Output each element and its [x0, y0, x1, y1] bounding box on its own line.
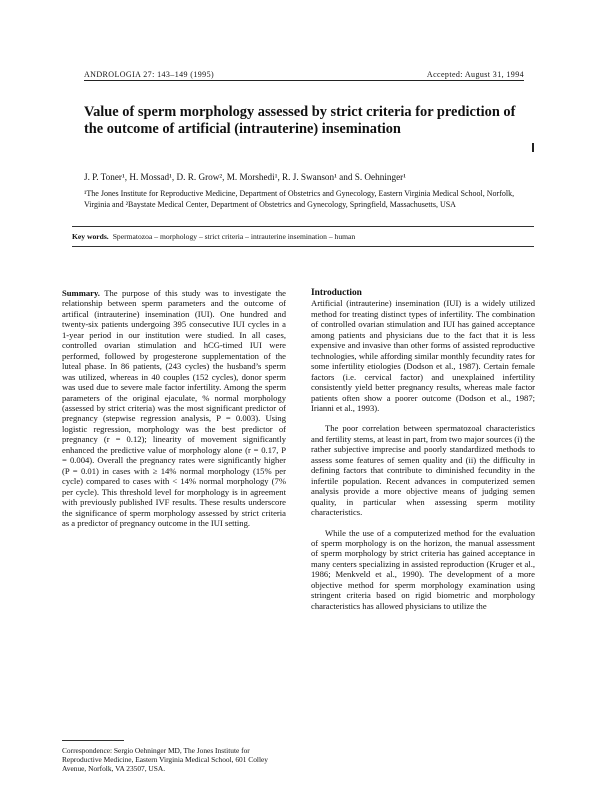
header-rule: [84, 80, 524, 81]
introduction-paragraph-1: Artificial (intrauterine) insemination (IUI) is a widely utilized method for treating distinct types of infertility. The combination of controlled ovarian stimulation and IUI has gained acceptance among patients and physicians due to the fact that it is less expensive and invasive than other forms of assisted reproductive technologies, while affording similar monthly fecundity rates for some infertility etiologies (Dodson et al., 1987). Certain female factors (i.e. cervical factor) and unexplained infertility consistently yield better pregnancy results, whereas male factor patients often show a poorer outcome (Dodson et al., 1987; Irianni et al., 1993).: [311, 298, 535, 413]
author-list: J. P. Toner¹, H. Mossad¹, D. R. Grow², M. Morshedi¹, R. J. Swanson¹ and S. Oehninger¹: [84, 172, 406, 182]
keywords-list: Spermatozoa – morphology – strict criteria – intrauterine insemination – human: [112, 232, 356, 241]
introduction-paragraph-3: While the use of a computerized method for the evaluation of sperm morphology is on the horizon, the manual assessment of sperm morphology by strict criteria has gained acceptance in many centers specializing in assisted reproduction (Kruger et al., 1986; Menkveld et al., 1990). The development of a more objective method for sperm morphology examination using stringent criteria based on rigid biometric and morphology characteristics has allowed physicians to utilize the: [311, 527, 535, 611]
footnote-rule: [62, 740, 124, 741]
keywords-line: [72, 232, 532, 242]
author-affiliations: ¹The Jones Institute for Reproductive Medicine, Department of Obstetrics and Gynecology, Eastern Virginia Medical School, Norfolk, Virginia and ²Baystate Medical Center, Department of Obstetrics and Gynecology, Springfield, Massachusetts, USA: [84, 189, 515, 209]
summary-paragraph: [62, 288, 286, 528]
summary-text: The purpose of this study was to investigate the relationship between sperm parameters and the outcome of artifical (intrauterine) insemination (IUI). One hundred and twenty-six patients undergoing 395 consecutive IUI cycles in a 1-year period in our institution were studied. In all cases, controlled ovarian stimulation and hCG-timed IUI were performed, followed by progesterone supplementation of the luteal phase. In 86 patients, (243 cycles) the husband’s sperm was utilized, whereas in 40 couples (152 cycles), donor sperm was used due to severe male factor infertility. Among the sperm parameters of the original ejaculate, % normal morphology (assessed by strict criteria) was the most significant predictor of pregnancy (stepwise regression analysis, P = 0.003). Using logistic regression, morphology was the best predictor of pregnancy (r = 0.12); linearity of movement significantly enhanced the predictive value of morphology alone (r = 0.17, P = 0.004). Overall the pregnancy rates were significantly higher (P = 0.01) in cases with ≥ 14% normal morphology (15% per cycle) compared to cases with < 14% normal morphology (7% per cycle). This threshold level for morphology is in agreement with previously published IVF results. These results underscore the significance of sperm morphology assessed by strict criteria as a predictor of pregnancy outcome in the IUI setting.: [62, 288, 286, 528]
right-column: [311, 288, 535, 611]
journal-citation: ANDROLOGIA 27: 143–149 (1995): [84, 70, 215, 79]
accepted-date: Accepted: August 31, 1994: [426, 70, 524, 79]
keywords-rule-bottom: [72, 246, 534, 247]
introduction-paragraph-2: The poor correlation between spermatozoal characteristics and fertility stems, at least in part, from two major sources (i) the rather subjective imprecise and poorly standardized methods to assess some features of semen quality and (ii) the difficulty in defining factors that contribute to diminished fecundity in the infertile population. Recent advances in computerized semen analysis provide a more objective means of judging semen quality, in particular when assessing sperm motility characteristics.: [311, 423, 535, 518]
correspondence-footnote: Correspondence: Sergio Oehninger MD, The Jones Institute for Reproductive Medicine, Eastern Virginia Medical School, 601 Colley Avenue, Norfolk, VA 23507, USA.: [62, 746, 268, 774]
article-title: Value of sperm morphology assessed by strict criteria for prediction of the outcome of artificial (intrauterine) insemination: [84, 104, 516, 137]
keywords-label: Key words.: [72, 232, 109, 241]
keywords-rule-top: [72, 226, 534, 227]
introduction-heading: Introduction: [311, 288, 362, 298]
summary-label: Summary.: [62, 288, 100, 298]
left-column: [62, 288, 286, 528]
margin-mark: [532, 143, 534, 152]
